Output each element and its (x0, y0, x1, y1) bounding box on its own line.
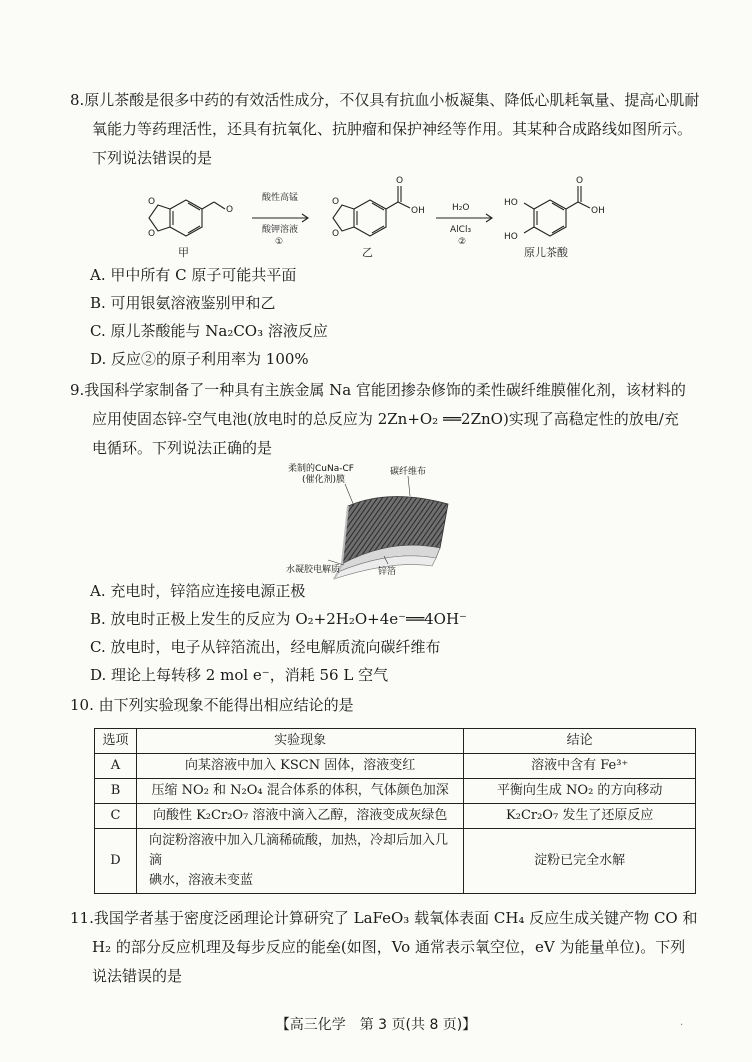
page-footer: 【高三化学 第 3 页(共 8 页)】 (275, 1017, 477, 1033)
synthesis-scheme (140, 172, 610, 262)
step-1-number: ① (275, 237, 284, 247)
step-2-number: ② (458, 237, 467, 247)
step-2-reagent-top: H₂O (452, 203, 470, 213)
row-b-conclusion: 平衡向生成 NO₂ 的方向移动 (464, 779, 696, 804)
label-zinc-foil: 锌箔 (378, 567, 397, 577)
row-d-phenomenon (136, 829, 463, 894)
q9-line-1: 9.我国科学家制备了一种具有主族金属 Na 官能团掺杂修饰的柔性碳纤维膜催化剂，该材料的 (70, 381, 686, 399)
q11-line-2: H₂ 的部分反应机理及每步反应的能垒(如图，Vo 通常表示氧空位，eV 为能量单位)。下列 (92, 938, 686, 956)
row-b-option: B (95, 779, 137, 804)
corner-mark: · (680, 1020, 684, 1031)
table-row (95, 754, 696, 779)
cmpd-b-dioxole (333, 205, 354, 231)
q9-option-b: B. 放电时正极上发生的反应为 O₂+2H₂O+4e⁻══4OH⁻ (90, 610, 467, 628)
q8-line-3: 下列说法错误的是 (92, 149, 213, 167)
q9-line-2: 应用使固态锌-空气电池(放电时的总反应为 2Zn+O₂ ══2ZnO)实现了高稳定性的放电/充 (92, 410, 679, 428)
row-d-conclusion: 淀粉已完全水解 (464, 829, 696, 894)
cmpd-a-o-top: O (148, 197, 156, 207)
label-hydrogel-electrolyte: 水凝胶电解质 (286, 565, 341, 575)
cmpd-c-oh: OH (591, 206, 605, 216)
row-b-phenomenon: 压缩 NO₂ 和 N₂O₄ 混合体系的体积，气体颜色加深 (136, 779, 463, 804)
label-catalyst-membrane-line1: 柔制的CuNa-CF (288, 464, 354, 474)
cmpd-a-ring (170, 200, 202, 236)
row-a-conclusion: 溶液中含有 Fe³⁺ (464, 754, 696, 779)
cmpd-a-label: 甲 (178, 246, 189, 259)
header-conclusion: 结论 (464, 729, 696, 754)
q11-line-3: 说法错误的是 (92, 967, 183, 985)
q11-line-1: 11.我国学者基于密度泛函理论计算研究了 LaFeO₃ 载氧体表面 CH₄ 反应生成关键产物 CO 和 (70, 909, 698, 927)
q8-option-b: B. 可用银氨溶液鉴别甲和乙 (90, 294, 276, 312)
header-phenomenon: 实验现象 (136, 729, 463, 754)
cmpd-c-ho-bottom: HO (504, 232, 518, 242)
row-c-option: C (95, 804, 137, 829)
cmpd-c-o-carbonyl: O (576, 176, 584, 186)
question-8-stem (70, 86, 710, 173)
table-row (95, 829, 696, 894)
question-10-stem: 10. 由下列实验现象不能得出相应结论的是 (70, 696, 354, 714)
table-row (95, 779, 696, 804)
cmpd-b-o-carbonyl: O (396, 176, 404, 186)
row-d-phenomenon-line2: 碘水，溶液未变蓝 (148, 873, 253, 888)
row-d-option: D (95, 829, 137, 894)
step-2-reagent-bottom: AlCl₃ (450, 225, 472, 235)
q9-line-3: 电循环。下列说法正确的是 (92, 439, 273, 457)
cmpd-b-ring (354, 200, 386, 236)
cmpd-a-o-aldehyde: O (226, 205, 234, 215)
q9-option-c: C. 放电时，电子从锌箔流出，经电解质流向碳纤维布 (90, 638, 441, 656)
row-a-option: A (95, 754, 137, 779)
question-11-stem (70, 904, 710, 991)
q8-line-1: 8.原儿茶酸是很多中药的有效活性成分，不仅具有抗血小板凝集、降低心肌耗氧量、提高心肌耐 (70, 91, 700, 109)
label-catalyst-membrane-line2: (催化剂)膜 (302, 475, 346, 485)
cmpd-b-o-bottom: O (332, 229, 340, 239)
row-d-phenomenon-line1: 向淀粉溶液中加入几滴稀硫酸，加热，冷却后加入几滴 (148, 833, 448, 868)
header-option: 选项 (95, 729, 137, 754)
cmpd-c-ho-top: HO (504, 198, 518, 208)
step-1-reagent-top: 酸性高锰 (262, 193, 299, 203)
label-carbon-fiber: 碳纤维布 (390, 467, 427, 477)
table-row (95, 804, 696, 829)
q8-option-d: D. 反应②的原子利用率为 100% (90, 350, 309, 368)
experiment-table (94, 728, 696, 894)
cmpd-c-ring (534, 200, 566, 236)
question-9-stem (70, 376, 710, 463)
q8-option-a: A. 甲中所有 C 原子可能共平面 (90, 266, 297, 284)
battery-diagram (280, 462, 470, 580)
q8-line-2: 氧能力等药理活性，还具有抗氧化、抗肿瘤和保护神经等作用。其某种合成路线如图所示。 (92, 120, 693, 138)
cmpd-b-oh: OH (411, 206, 425, 216)
cmpd-b-o-top: O (332, 197, 340, 207)
cmpd-a-o-bottom: O (148, 229, 156, 239)
q8-option-c: C. 原儿茶酸能与 Na₂CO₃ 溶液反应 (90, 322, 328, 340)
cmpd-a-dioxole (149, 205, 170, 231)
step-1-reagent-bottom: 酸钾溶液 (262, 225, 299, 235)
q9-option-a: A. 充电时，锌箔应连接电源正极 (90, 582, 306, 600)
cmpd-b-label: 乙 (362, 246, 373, 259)
row-c-phenomenon: 向酸性 K₂Cr₂O₇ 溶液中滴入乙醇，溶液变成灰绿色 (136, 804, 463, 829)
table-header-row (95, 729, 696, 754)
cmpd-c-label: 原儿茶酸 (524, 246, 568, 259)
row-c-conclusion: K₂Cr₂O₇ 发生了还原反应 (464, 804, 696, 829)
row-a-phenomenon: 向某溶液中加入 KSCN 固体，溶液变红 (136, 754, 463, 779)
q9-option-d: D. 理论上每转移 2 mol e⁻，消耗 56 L 空气 (90, 666, 389, 684)
